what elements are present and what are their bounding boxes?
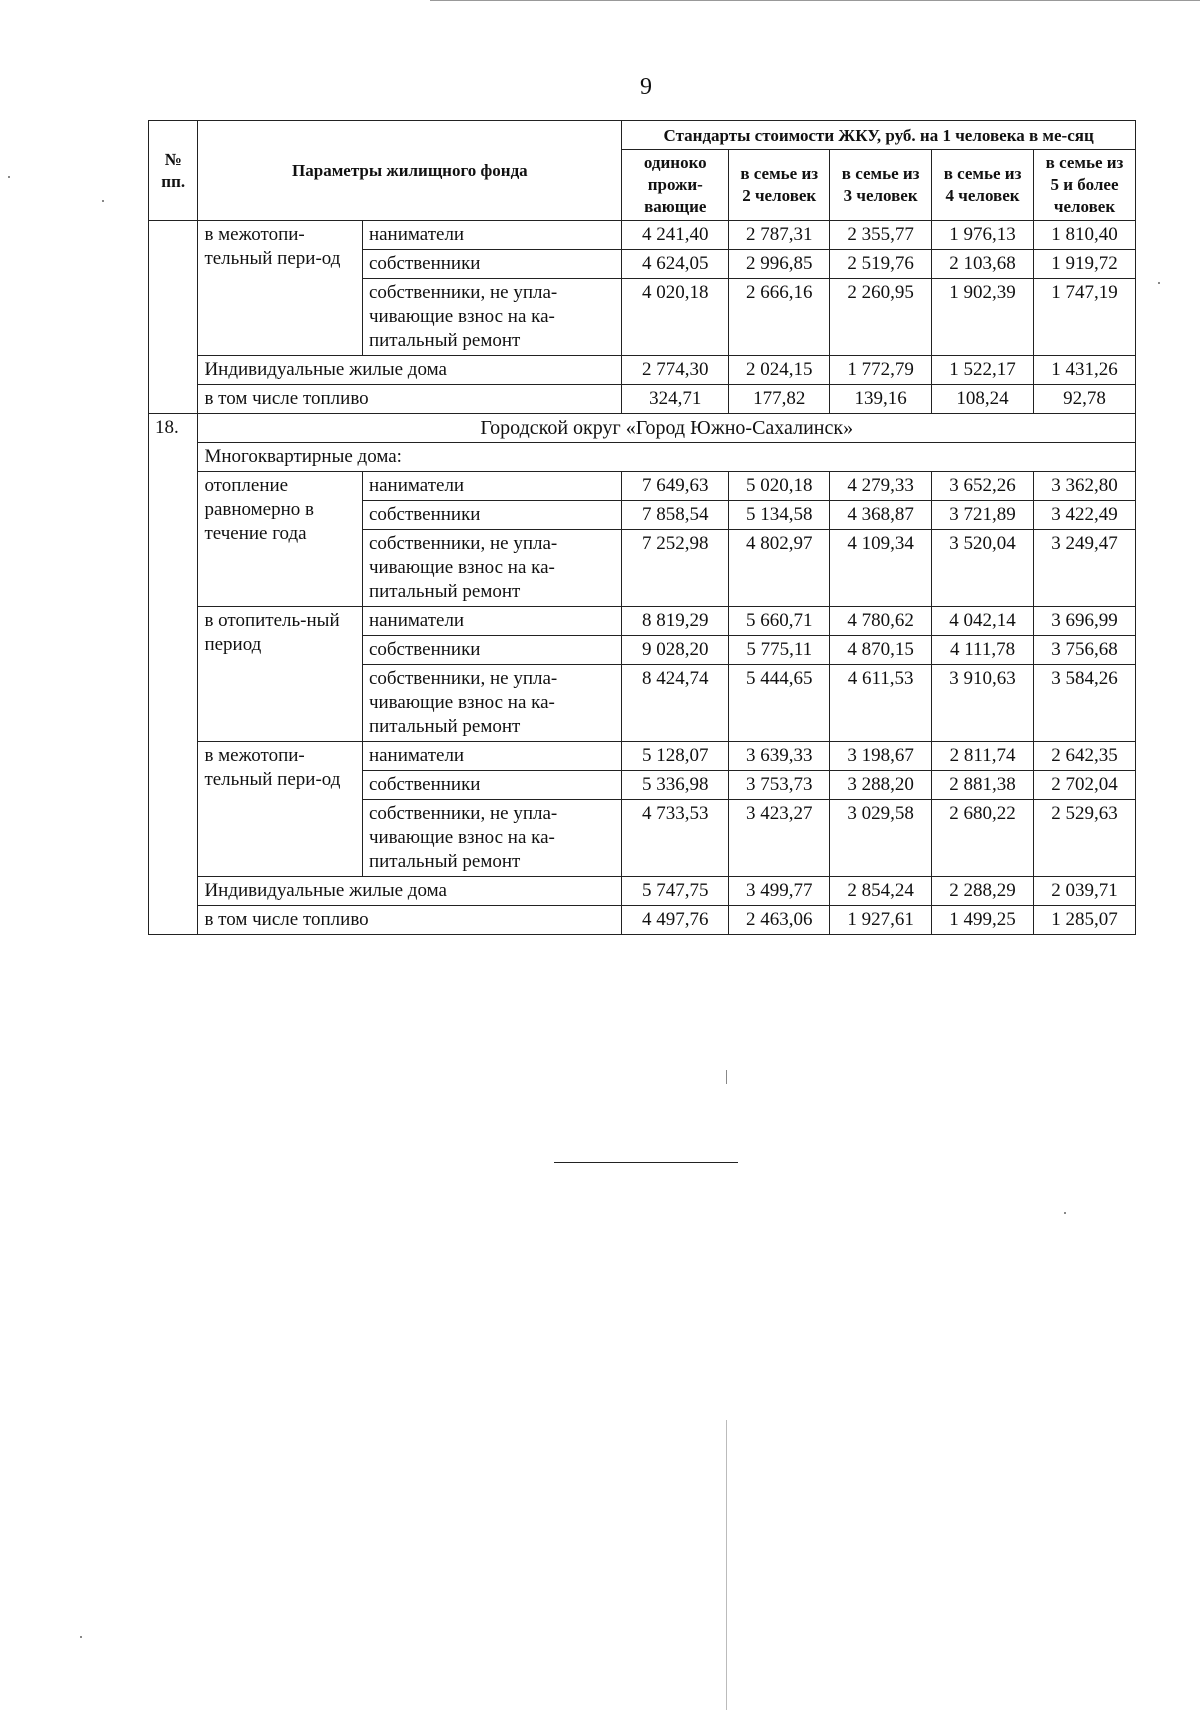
scan-dot (80, 1636, 82, 1638)
table-row (149, 443, 1136, 472)
table-row (149, 607, 1136, 636)
section-index: 18. (149, 414, 198, 935)
value-cell: 8 424,74 (622, 665, 729, 742)
subheader-family-4: в семье из 4 человек (932, 150, 1034, 221)
value-cell: 4 241,40 (622, 221, 729, 250)
value-cell: 2 811,74 (932, 742, 1034, 771)
region-row (149, 414, 1136, 443)
subheader-family-3: в семье из 3 человек (830, 150, 932, 221)
value-cell: 1 747,19 (1034, 279, 1136, 356)
row-label: наниматели (362, 221, 621, 250)
value-cell: 2 666,16 (729, 279, 830, 356)
value-cell: 324,71 (622, 385, 729, 414)
value-cell: 3 362,80 (1034, 472, 1136, 501)
value-cell: 4 042,14 (932, 607, 1034, 636)
row-label: наниматели (362, 742, 621, 771)
scan-dot (726, 1070, 727, 1084)
scan-dot (8, 176, 10, 178)
value-cell: 5 660,71 (729, 607, 830, 636)
value-cell: 4 497,76 (622, 906, 729, 935)
row-label: собственники, не упла-чивающие взнос на ка-питальный ремонт (362, 800, 621, 877)
table-row (149, 472, 1136, 501)
subheader-single: одиноко прожи-вающие (622, 150, 729, 221)
group-label: отопление равномерно в течение года (198, 472, 363, 607)
row-label: собственники (362, 501, 621, 530)
value-cell: 108,24 (932, 385, 1034, 414)
scan-dot (102, 200, 104, 202)
row-label: наниматели (362, 607, 621, 636)
value-cell: 1 902,39 (932, 279, 1034, 356)
value-cell: 2 463,06 (729, 906, 830, 935)
table-header-row (149, 121, 1136, 150)
value-cell: 1 522,17 (932, 356, 1034, 385)
value-cell: 7 252,98 (622, 530, 729, 607)
value-cell: 5 444,65 (729, 665, 830, 742)
value-cell: 1 499,25 (932, 906, 1034, 935)
value-cell: 5 134,58 (729, 501, 830, 530)
value-cell: 2 103,68 (932, 250, 1034, 279)
row-label: собственники, не упла-чивающие взнос на ка-питальный ремонт (362, 530, 621, 607)
value-cell: 3 696,99 (1034, 607, 1136, 636)
value-cell: 5 775,11 (729, 636, 830, 665)
value-cell: 2 642,35 (1034, 742, 1136, 771)
value-cell: 4 111,78 (932, 636, 1034, 665)
value-cell: 3 029,58 (830, 800, 932, 877)
value-cell: 5 128,07 (622, 742, 729, 771)
value-cell: 139,16 (830, 385, 932, 414)
housing-cost-standards-table (148, 120, 1136, 935)
header-col-standards: Стандарты стоимости ЖКУ, руб. на 1 человека в ме-сяц (622, 121, 1136, 150)
value-cell: 2 039,71 (1034, 877, 1136, 906)
value-cell: 1 810,40 (1034, 221, 1136, 250)
row-label: в том числе топливо (198, 385, 622, 414)
value-cell: 3 423,27 (729, 800, 830, 877)
value-cell: 92,78 (1034, 385, 1136, 414)
value-cell: 177,82 (729, 385, 830, 414)
value-cell: 3 249,47 (1034, 530, 1136, 607)
value-cell: 1 285,07 (1034, 906, 1136, 935)
value-cell: 3 639,33 (729, 742, 830, 771)
value-cell: 3 721,89 (932, 501, 1034, 530)
value-cell: 2 854,24 (830, 877, 932, 906)
row-label: собственники (362, 250, 621, 279)
value-cell: 3 584,26 (1034, 665, 1136, 742)
value-cell: 9 028,20 (622, 636, 729, 665)
header-col-params: Параметры жилищного фонда (198, 121, 622, 221)
value-cell: 2 881,38 (932, 771, 1034, 800)
value-cell: 4 109,34 (830, 530, 932, 607)
value-cell: 4 279,33 (830, 472, 932, 501)
row-label: наниматели (362, 472, 621, 501)
table-row (149, 356, 1136, 385)
continuation-index-cell (149, 221, 198, 414)
value-cell: 4 611,53 (830, 665, 932, 742)
value-cell: 5 336,98 (622, 771, 729, 800)
row-label: Индивидуальные жилые дома (198, 877, 622, 906)
value-cell: 4 870,15 (830, 636, 932, 665)
value-cell: 3 756,68 (1034, 636, 1136, 665)
row-label: собственники (362, 771, 621, 800)
value-cell: 2 260,95 (830, 279, 932, 356)
value-cell: 7 858,54 (622, 501, 729, 530)
value-cell: 4 802,97 (729, 530, 830, 607)
value-cell: 2 996,85 (729, 250, 830, 279)
scan-top-edge (430, 0, 1200, 1)
subheader-family-5plus: в семье из 5 и более человек (1034, 150, 1136, 221)
scan-dot (1158, 282, 1160, 284)
value-cell: 2 787,31 (729, 221, 830, 250)
value-cell: 5 747,75 (622, 877, 729, 906)
value-cell: 2 680,22 (932, 800, 1034, 877)
row-label: в том числе топливо (198, 906, 622, 935)
value-cell: 5 020,18 (729, 472, 830, 501)
row-label: собственники (362, 636, 621, 665)
value-cell: 8 819,29 (622, 607, 729, 636)
value-cell: 3 520,04 (932, 530, 1034, 607)
header-col-number: № пп. (149, 121, 198, 221)
table-row (149, 906, 1136, 935)
end-of-document-rule (554, 1162, 738, 1163)
value-cell: 7 649,63 (622, 472, 729, 501)
scan-dot (1064, 1212, 1066, 1214)
page-number: 9 (640, 74, 652, 100)
row-label: Индивидуальные жилые дома (198, 356, 622, 385)
value-cell: 2 702,04 (1034, 771, 1136, 800)
table-row (149, 221, 1136, 250)
value-cell: 3 499,77 (729, 877, 830, 906)
value-cell: 2 774,30 (622, 356, 729, 385)
table-row (149, 877, 1136, 906)
value-cell: 1 431,26 (1034, 356, 1136, 385)
value-cell: 1 772,79 (830, 356, 932, 385)
table-row (149, 742, 1136, 771)
value-cell: 3 288,20 (830, 771, 932, 800)
value-cell: 3 652,26 (932, 472, 1034, 501)
value-cell: 2 519,76 (830, 250, 932, 279)
value-cell: 2 529,63 (1034, 800, 1136, 877)
value-cell: 3 198,67 (830, 742, 932, 771)
value-cell: 2 024,15 (729, 356, 830, 385)
value-cell: 1 976,13 (932, 221, 1034, 250)
row-label: собственники, не упла-чивающие взнос на ка-питальный ремонт (362, 279, 621, 356)
value-cell: 2 355,77 (830, 221, 932, 250)
group-label: в межотопи-тельный пери-од (198, 742, 363, 877)
value-cell: 1 927,61 (830, 906, 932, 935)
row-label: собственники, не упла-чивающие взнос на ка-питальный ремонт (362, 665, 621, 742)
group-label: в межотопи-тельный пери-од (198, 221, 363, 356)
value-cell: 4 368,87 (830, 501, 932, 530)
value-cell: 4 020,18 (622, 279, 729, 356)
apartments-label: Многоквартирные дома: (198, 443, 1136, 472)
value-cell: 4 624,05 (622, 250, 729, 279)
subheader-family-2: в семье из 2 человек (729, 150, 830, 221)
region-title: Городской округ «Город Южно-Сахалинск» (198, 414, 1136, 443)
group-label: в отопитель-ный период (198, 607, 363, 742)
value-cell: 4 780,62 (830, 607, 932, 636)
value-cell: 3 753,73 (729, 771, 830, 800)
value-cell: 3 910,63 (932, 665, 1034, 742)
value-cell: 4 733,53 (622, 800, 729, 877)
table-row (149, 385, 1136, 414)
value-cell: 1 919,72 (1034, 250, 1136, 279)
scan-line (726, 1420, 727, 1710)
value-cell: 3 422,49 (1034, 501, 1136, 530)
value-cell: 2 288,29 (932, 877, 1034, 906)
